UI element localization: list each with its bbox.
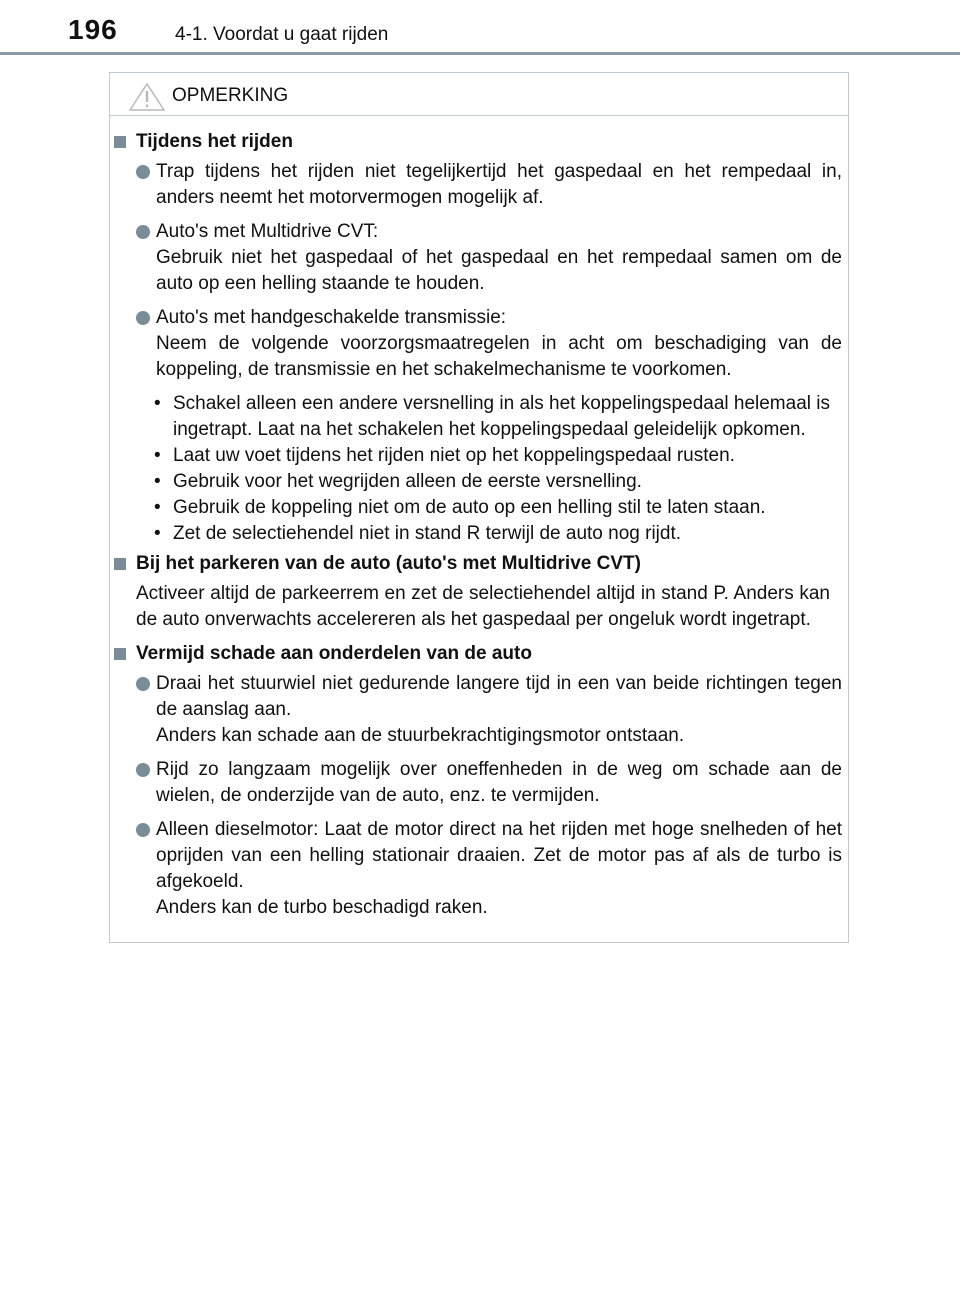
notice-title: OPMERKING [172, 85, 289, 106]
round-bullet-icon [136, 225, 150, 239]
round-bullet-icon [136, 823, 150, 837]
paragraph: Activeer altijd de parkeerrem en zet de selectiehendel altijd in stand P. Anders kan de auto onverwachts accelereren als het gaspedaal per ongeluk wordt ingetrapt. [136, 583, 830, 630]
round-bullet-icon [136, 311, 150, 325]
square-bullet-icon [114, 648, 126, 660]
notice-box [109, 72, 849, 943]
section-title: 4-1. Voordat u gaat rijden [175, 24, 389, 45]
round-bullet-icon [136, 763, 150, 777]
round-bullet-icon [136, 677, 150, 691]
page-number: 196 [68, 14, 118, 45]
dot-bullet-icon: • [154, 497, 161, 518]
warning-triangle-icon [128, 82, 166, 112]
bullet-item: Alleen dieselmotor: Laat de motor direct na het rijden met hoge snelheden of het oprijden van een helling stationair draaien. Zet de motor pas af als de turbo is afgekoeld. Anders kan de turbo beschadigd raken. [110, 817, 848, 921]
notice-content [110, 129, 848, 929]
square-bullet-icon [114, 136, 126, 148]
sub-bullet-item: • Gebruik voor het wegrijden alleen de eerste versnelling. [110, 469, 848, 495]
round-bullet-icon [136, 165, 150, 179]
sub-bullet-item: • Zet de selectiehendel niet in stand R terwijl de auto nog rijdt. [110, 521, 848, 547]
bullet-item: Auto's met handgeschakelde transmissie: Neem de volgende voorzorgsmaatregelen in acht om beschadiging van de koppeling, de transmissie en het schakelmechanisme te voorkomen. [110, 305, 848, 383]
sub-bullet-item: • Schakel alleen een andere versnelling in als het koppelingspedaal helemaal is ingetrapt. Laat na het schakelen het koppelingspedaal geleidelijk opkomen. [154, 393, 830, 440]
section-heading: Bij het parkeren van de auto (auto's met Multidrive CVT) [110, 551, 848, 577]
dot-bullet-icon: • [154, 523, 161, 544]
notice-header [110, 73, 848, 116]
bullet-item: Auto's met Multidrive CVT: Gebruik niet het gaspedaal of het gaspedaal en het rempedaal samen om de auto op een helling staande te houden. [110, 219, 848, 297]
page-header [0, 0, 960, 60]
dot-bullet-icon: • [154, 445, 161, 466]
sub-bullet-item: • Laat uw voet tijdens het rijden niet op het koppelingspedaal rusten. [110, 443, 848, 469]
section-heading: Tijdens het rijden [110, 129, 848, 155]
square-bullet-icon [114, 558, 126, 570]
bullet-item: Trap tijdens het rijden niet tegelijkertijd het gaspedaal en het rempedaal in, anders neemt het motorvermogen mogelijk af. [110, 159, 848, 211]
section-heading: Vermijd schade aan onderdelen van de auto [110, 641, 848, 667]
dot-bullet-icon: • [154, 471, 161, 492]
bullet-item: Draai het stuurwiel niet gedurende langere tijd in een van beide richtingen tegen de aanslag aan. Anders kan schade aan de stuurbekrachtigingsmotor ontstaan. [110, 671, 848, 749]
dot-bullet-icon: • [154, 393, 161, 414]
bullet-item: Rijd zo langzaam mogelijk over oneffenheden in de weg om schade aan de wielen, de onderzijde van de auto, enz. te vermijden. [110, 757, 848, 809]
header-rule [0, 52, 960, 55]
sub-bullet-item: • Gebruik de koppeling niet om de auto op een helling stil te laten staan. [110, 495, 848, 521]
